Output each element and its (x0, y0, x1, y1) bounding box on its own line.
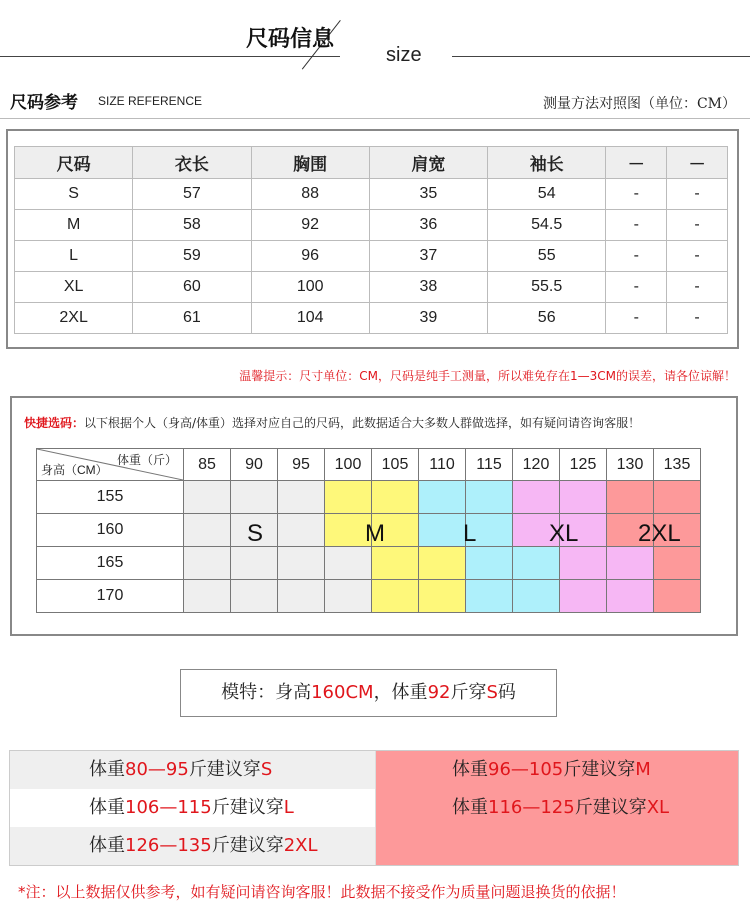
size-zone-cell (419, 547, 466, 580)
size-zone-cell (231, 547, 278, 580)
size-zone-cell (278, 481, 325, 514)
rec-range: 126—135 (125, 835, 212, 856)
rec-size: M (635, 759, 651, 780)
size-zone-cell (560, 547, 607, 580)
height-row (37, 481, 701, 514)
measurement-note: 测量方法对照图（单位：CM） (542, 96, 736, 112)
header-cell: 肩宽 (369, 147, 487, 179)
rec-text: 斤建议穿 (211, 797, 284, 818)
table-cell: S (15, 179, 133, 210)
table-cell: 35 (369, 179, 487, 210)
header-cell: 袖长 (488, 147, 606, 179)
size-label-xl: XL (549, 520, 579, 547)
size-zone-cell (231, 481, 278, 514)
weight-cell: 130 (607, 449, 654, 481)
size-zone-cell (278, 580, 325, 613)
table-cell: L (15, 241, 133, 272)
rec-text: 体重 (452, 759, 488, 780)
header-line-right (452, 56, 750, 57)
reference-divider (0, 118, 750, 119)
size-zone-cell (513, 547, 560, 580)
rec-text: 体重 (89, 835, 125, 856)
rec-text: 斤建议穿 (574, 797, 647, 818)
quick-select-label: 快捷选码： (24, 416, 85, 430)
weight-cell: 95 (278, 449, 325, 481)
size-zone-cell (325, 547, 372, 580)
rec-text: 体重 (89, 797, 125, 818)
size-zone-cell (372, 481, 419, 514)
recommendation-item (376, 789, 738, 827)
quick-select-intro (24, 414, 640, 431)
page-title: 尺码信息 (246, 27, 335, 52)
rec-text: 斤建议穿 (211, 835, 284, 856)
size-label-m: M (365, 520, 385, 547)
height-cell: 155 (37, 481, 184, 514)
table-cell: XL (15, 272, 133, 303)
header-cell: － (606, 147, 667, 179)
size-zone-cell (419, 580, 466, 613)
table-cell: 37 (369, 241, 487, 272)
height-cell: 160 (37, 514, 184, 547)
height-axis-label: 身高（CM） (41, 463, 108, 477)
size-zone-cell (184, 580, 231, 613)
recommendation-item (376, 751, 738, 789)
table-cell: 39 (369, 303, 487, 334)
table-cell: - (667, 179, 728, 210)
warning-text: 温馨提示：尺寸单位：CM，尺码是纯手工测量，所以难免存在1—3CM的误差，请各位谅解！ (239, 369, 736, 383)
model-text: 斤穿 (450, 682, 487, 703)
model-info (180, 669, 557, 717)
header-cell: 胸围 (251, 147, 369, 179)
size-zone-cell (560, 580, 607, 613)
header-line-left (0, 56, 340, 57)
size-table-header (15, 147, 728, 179)
size-label-l: L (463, 520, 477, 547)
size-zone-cell (419, 514, 466, 547)
table-cell: 96 (251, 241, 369, 272)
header-cell: 尺码 (15, 147, 133, 179)
table-cell: - (606, 210, 667, 241)
table-cell: 2XL (15, 303, 133, 334)
table-row (15, 303, 728, 334)
rec-size: L (283, 797, 294, 818)
size-zone-cell (654, 580, 701, 613)
table-cell: 60 (133, 272, 251, 303)
table-cell: - (667, 241, 728, 272)
table-row (15, 241, 728, 272)
size-zone-cell (513, 580, 560, 613)
weight-cell: 110 (419, 449, 466, 481)
size-zone-cell (607, 580, 654, 613)
table-cell: 59 (133, 241, 251, 272)
size-zone-cell (466, 547, 513, 580)
header-cell: 衣长 (133, 147, 251, 179)
weight-cell: 115 (466, 449, 513, 481)
weight-cell: 125 (560, 449, 607, 481)
table-row (15, 210, 728, 241)
weight-cell: 105 (372, 449, 419, 481)
size-zone-cell (466, 580, 513, 613)
height-cell: 165 (37, 547, 184, 580)
table-cell: 38 (369, 272, 487, 303)
weight-cell: 100 (325, 449, 372, 481)
model-text: ，体重 (373, 682, 428, 703)
table-cell: 104 (251, 303, 369, 334)
corner-cell (37, 449, 184, 481)
size-zone-cell (184, 514, 231, 547)
size-zone-cell (231, 580, 278, 613)
table-cell: - (606, 241, 667, 272)
recommendation-item (10, 789, 376, 827)
rec-range: 106—115 (125, 797, 212, 818)
size-zone-cell (560, 481, 607, 514)
size-zone-cell (654, 547, 701, 580)
recommendation-row (10, 789, 738, 827)
table-cell: 55 (488, 241, 606, 272)
table-cell: 88 (251, 179, 369, 210)
page-subtitle: size (386, 44, 422, 66)
height-row (37, 580, 701, 613)
weight-cell: 120 (513, 449, 560, 481)
quick-select-text: 以下根据个人（身高/体重）选择对应自己的尺码，此数据适合大多数人群做选择，如有疑问请咨询客服！ (84, 416, 641, 430)
recommendation-empty (376, 827, 738, 865)
table-row (15, 179, 728, 210)
table-cell: M (15, 210, 133, 241)
table-cell: 92 (251, 210, 369, 241)
height-cell: 170 (37, 580, 184, 613)
rec-range: 80—95 (125, 759, 189, 780)
recommendation-item (10, 827, 376, 865)
reference-subtitle: SIZE REFERENCE (98, 94, 203, 108)
height-row (37, 547, 701, 580)
size-zone-cell (278, 547, 325, 580)
size-zone-cell (184, 481, 231, 514)
rec-range: 116—125 (488, 797, 575, 818)
rec-text: 斤建议穿 (563, 759, 636, 780)
size-zone-cell (607, 481, 654, 514)
recommendation-row (10, 827, 738, 865)
table-cell: 56 (488, 303, 606, 334)
table-cell: 36 (369, 210, 487, 241)
table-cell: 58 (133, 210, 251, 241)
rec-text: 斤建议穿 (188, 759, 261, 780)
size-zone-cell (654, 481, 701, 514)
table-cell: 54.5 (488, 210, 606, 241)
size-zone-cell (607, 547, 654, 580)
model-text: 模特：身高 (221, 682, 312, 703)
footnote: *注：以上数据仅供参考，如有疑问请咨询客服！此数据不接受作为质量问题退换货的依据！ (18, 883, 626, 901)
size-zone-cell (325, 580, 372, 613)
table-row (15, 272, 728, 303)
size-zone-cell (278, 514, 325, 547)
rec-text: 体重 (452, 797, 488, 818)
table-cell: - (667, 210, 728, 241)
table-cell: - (606, 272, 667, 303)
table-cell: 55.5 (488, 272, 606, 303)
size-table (14, 146, 728, 334)
table-cell: 57 (133, 179, 251, 210)
weight-header-row (37, 449, 701, 481)
size-zone-cell (184, 547, 231, 580)
table-cell: 61 (133, 303, 251, 334)
size-zone-cell (513, 481, 560, 514)
weight-axis-label: 体重（斤） (116, 453, 177, 467)
rec-size: XL (646, 797, 670, 818)
size-zone-cell (325, 481, 372, 514)
table-cell: - (606, 303, 667, 334)
rec-size: S (260, 759, 273, 780)
model-text: 码 (497, 682, 516, 703)
table-cell: - (606, 179, 667, 210)
model-size: S (486, 682, 498, 703)
header-cell: － (667, 147, 728, 179)
recommendation-item (10, 751, 376, 789)
rec-size: 2XL (283, 835, 318, 856)
size-zone-cell (372, 547, 419, 580)
weight-cell: 135 (654, 449, 701, 481)
table-cell: - (667, 303, 728, 334)
weight-cell: 90 (231, 449, 278, 481)
model-height: 160CM (311, 682, 374, 703)
table-cell: 54 (488, 179, 606, 210)
size-label-s: S (247, 520, 264, 547)
recommendation-row (10, 751, 738, 789)
table-cell: - (667, 272, 728, 303)
table-cell: 100 (251, 272, 369, 303)
weight-cell: 85 (184, 449, 231, 481)
model-weight: 92 (427, 682, 451, 703)
rec-text: 体重 (89, 759, 125, 780)
size-label-2xl: 2XL (638, 520, 681, 547)
rec-range: 96—105 (488, 759, 564, 780)
size-zone-cell (419, 481, 466, 514)
reference-title: 尺码参考 (10, 93, 78, 113)
size-recommendations (9, 750, 739, 866)
size-zone-cell (372, 580, 419, 613)
size-zone-cell (466, 481, 513, 514)
